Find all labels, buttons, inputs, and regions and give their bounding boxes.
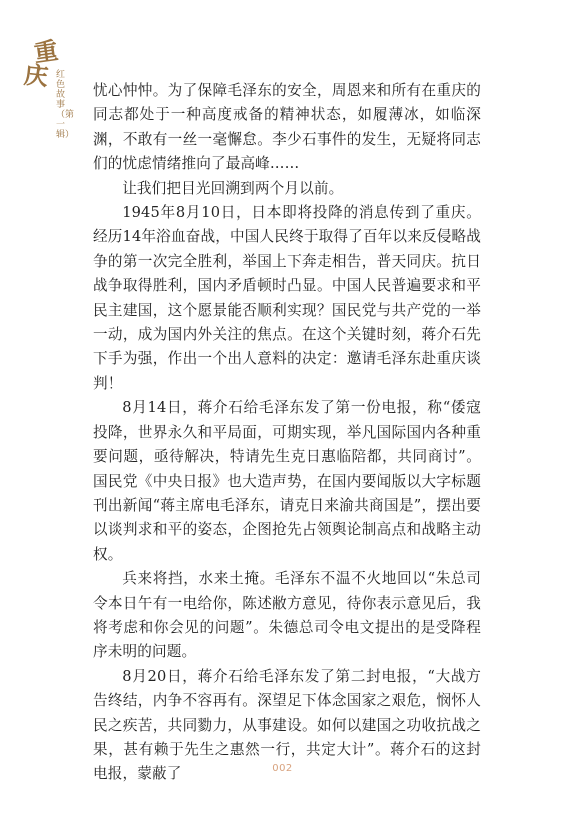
paragraph: 8月20日，蒋介石给毛泽东发了第二封电报，“大战方告终结，内争不容再有。深望足下体念国家之艰危，悯怀人民之疾苦，共同勠力，从事建设。如何以建国之功收抗战之果，甚有赖于先生之惠然一行，共定大计”。蒋介石的这封电报，蒙蔽了 xyxy=(93,667,481,783)
paragraph: 让我们把目光回溯到两个月以前。 xyxy=(122,179,344,197)
body-text xyxy=(93,79,481,787)
page-number: 002 xyxy=(272,763,293,774)
logo-char-chong: 重 xyxy=(32,35,60,68)
logo-char-qing: 庆 xyxy=(22,59,50,92)
paragraph: 1945年8月10日，日本即将投降的消息传到了重庆。经历14年浴血奋战，中国人民终于取得了百年以来反侵略战争的第一次完全胜利，举国上下奔走相告，普天同庆。抗日战争取得胜利，国内矛盾顿时凸显。中国人民普遍要求和平民主建国，这个愿景能否顺利实现？国民党与共产党的一举一动，成为国内外关注的焦点。在这个关键时刻，蒋介石先下手为强，作出一个出人意料的决定：邀请毛泽东赴重庆谈判！ xyxy=(93,204,481,392)
paragraph: 8月14日，蒋介石给毛泽东发了第一份电报，称“倭寇投降，世界永久和平局面，可期实现，举凡国际国内各种重要问题，亟待解决，特请先生克日惠临陪都，共同商讨”。国民党《中央日报》也大造声势，在国内要闻版以大字标题刊出新闻“蒋主席电毛泽东，请克日来渝共商国是”，摆出要以谈判求和平的姿态，企图抢先占领舆论制高点和战略主动权。 xyxy=(93,399,481,563)
paragraph-continuation: 忧心忡忡。为了保障毛泽东的安全，周恩来和所有在重庆的同志都处于一种高度戒备的精神状态，如履薄冰，如临深渊，不敢有一丝一毫懈怠。李少石事件的发生，无疑将同志们的忧虑情绪推向了最高峰…… xyxy=(93,82,481,173)
paragraph: 兵来将挡，水来土掩。毛泽东不温不火地回以“朱总司令本日午有一电给你，陈述敝方意见，待你表示意见后，我将考虑和你会见的问题”。朱德总司令电文提出的是受降程序未明的问题。 xyxy=(93,570,481,661)
book-series-label: 红色故事（第一辑） xyxy=(56,70,75,140)
chapter-side-header xyxy=(22,35,75,160)
